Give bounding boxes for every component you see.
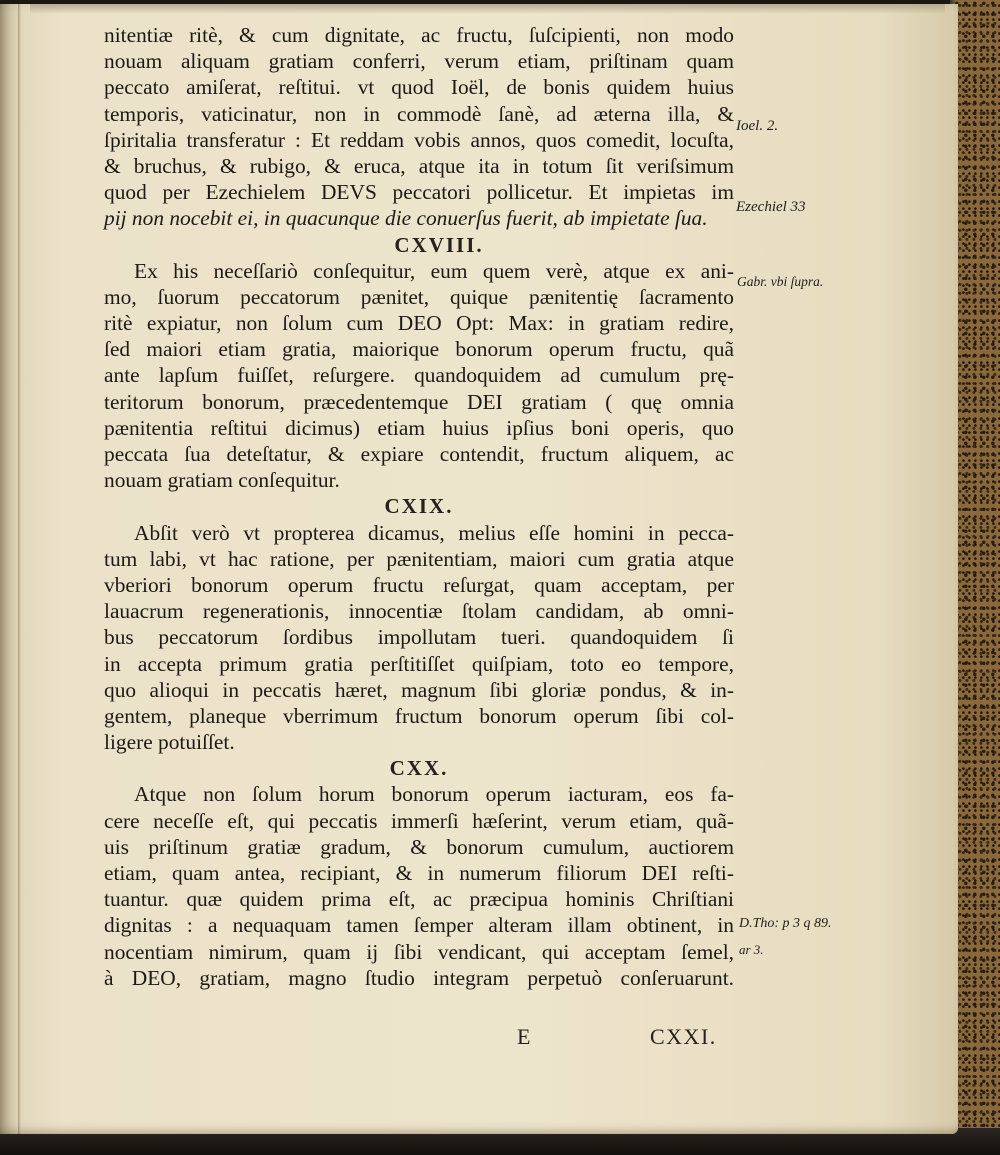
text-line: gentem, planeque vberrimum fructum bonorum operum ſibi col-: [104, 703, 734, 728]
text-line: ſpiritalia transferatur : Et reddam vobis annos, quos comedit, locuſta,: [104, 127, 734, 152]
text-line: & bruchus, & rubigo, & eruca, atque ita in totum ſit veriſsimum: [104, 153, 734, 178]
text-line: cere neceſſe eſt, qui peccatis immerſi hæſerint, verum etiam, quã-: [104, 808, 734, 833]
section-number: CXVIII.: [394, 232, 484, 257]
text-line: ante lapſum fuiſſet, reſurgere. quandoquidem ad cumulum prę-: [104, 363, 734, 388]
text-line: nouam aliquam gratiam conferri, verum etiam, priſtinam quam: [104, 49, 734, 74]
book-page: [0, 4, 958, 1134]
text-line: peccato amiſerat, reſtitui. vt quod Ioël, de bonis quidem huius: [104, 75, 734, 100]
text-line: nitentiæ ritè, & cum dignitate, ac fructu, ſuſcipienti, non modo: [104, 23, 734, 47]
text-line: bus peccatorum ſordibus impollutam tueri. quandoquidem ſi: [104, 625, 734, 650]
margin-note-ioel: Ioel. 2.: [736, 118, 779, 134]
text-line: vberiori bonorum operum fructu reſurgat, quam acceptam, per: [104, 572, 734, 597]
text-line: pij non nocebit ei, in quacunque die conuerſus fuerit, ab impietate ſua.: [104, 206, 708, 231]
text-line: ritè expiatur, non ſolum cum DEO Opt: Max: in gratiam redire,: [104, 311, 734, 336]
text-line: mo, ſuorum peccatorum pænitet, quique pænitentię ſacramento: [104, 284, 734, 309]
text-line: nocentiam nimirum, quam ij ſibi vendicant, qui acceptam ſemel,: [104, 939, 734, 964]
text-line: quod per Ezechielem DEVS peccatori pollicetur. Et impietas im: [104, 180, 734, 205]
section-number: CXX.: [389, 756, 449, 781]
page-gutter: [18, 4, 21, 1134]
text-line: ligere potuiſſet.: [104, 730, 235, 755]
margin-note-ezechiel: Ezechiel 33: [736, 199, 806, 215]
text-line: nouam gratiam conſequitur.: [104, 468, 340, 493]
book-cover-speckled: [955, 0, 1000, 1155]
text-line: in accepta primum gratia perſtitiſſet quiſpiam, toto eo tempore,: [104, 651, 734, 676]
text-line: etiam, quam antea, recipiant, & in numerum filiorum DEI reſti-: [104, 861, 734, 885]
signature-mark: E: [517, 1024, 531, 1049]
catchword: CXXI.: [650, 1024, 717, 1049]
text-line: tuantur. quæ quidem prima eſt, ac præcipua hominis Chriſtiani: [104, 887, 734, 912]
page-top-shadow: [30, 4, 945, 14]
text-line: uis priſtinum gratiæ gradum, & bonorum cumulum, auctiorem: [104, 834, 734, 859]
text-line: tum labi, vt hac ratione, per pænitentiam, maiori cum gratia atque: [104, 546, 734, 571]
margin-note-thomas: D.Tho: p 3 q 89.: [739, 916, 832, 931]
text-line: quo alioqui in peccatis hæret, magnum ſibi gloriæ pondus, & in-: [104, 677, 734, 702]
text-line: pænitentia reſtitui dicimus) etiam huius ipſius boni operis, quo: [104, 415, 734, 440]
section-number: CXIX.: [384, 494, 454, 519]
main-text-block: [104, 22, 734, 991]
margin-note-thomas-article: ar 3.: [739, 942, 764, 957]
text-line: Atque non ſolum horum bonorum operum iacturam, eos fa-: [134, 782, 734, 807]
text-line: Abſit verò vt propterea dicamus, melius eſſe homini in pecca-: [134, 520, 734, 545]
text-line: Ex his neceſſariò conſequitur, eum quem verè, atque ex ani-: [134, 258, 734, 283]
text-line: à DEO, gratiam, magno ſtudio integram perpetuò conſeruarunt.: [104, 965, 734, 990]
text-line: teritorum bonorum, præcedentemque DEI gratiam ( quę omnia: [104, 389, 734, 414]
margin-note-gabr: Gabr. vbi ſupra.: [737, 274, 824, 289]
text-line: ſed maiori etiam gratia, maiorique bonorum operum fructu, quã: [104, 337, 734, 362]
text-line: temporis, vaticinatur, non in commodè ſanè, ad æterna illa, &: [104, 101, 734, 126]
text-line: dignitas : a nequaquam tamen ſemper alteram illam obtinent, in: [104, 913, 734, 938]
text-line: lauacrum regenerationis, innocentiæ ſtolam candidam, ab omni-: [104, 599, 734, 624]
text-line: peccata ſua deteſtatur, & expiare contendit, fructum aliquem, ac: [104, 442, 734, 466]
